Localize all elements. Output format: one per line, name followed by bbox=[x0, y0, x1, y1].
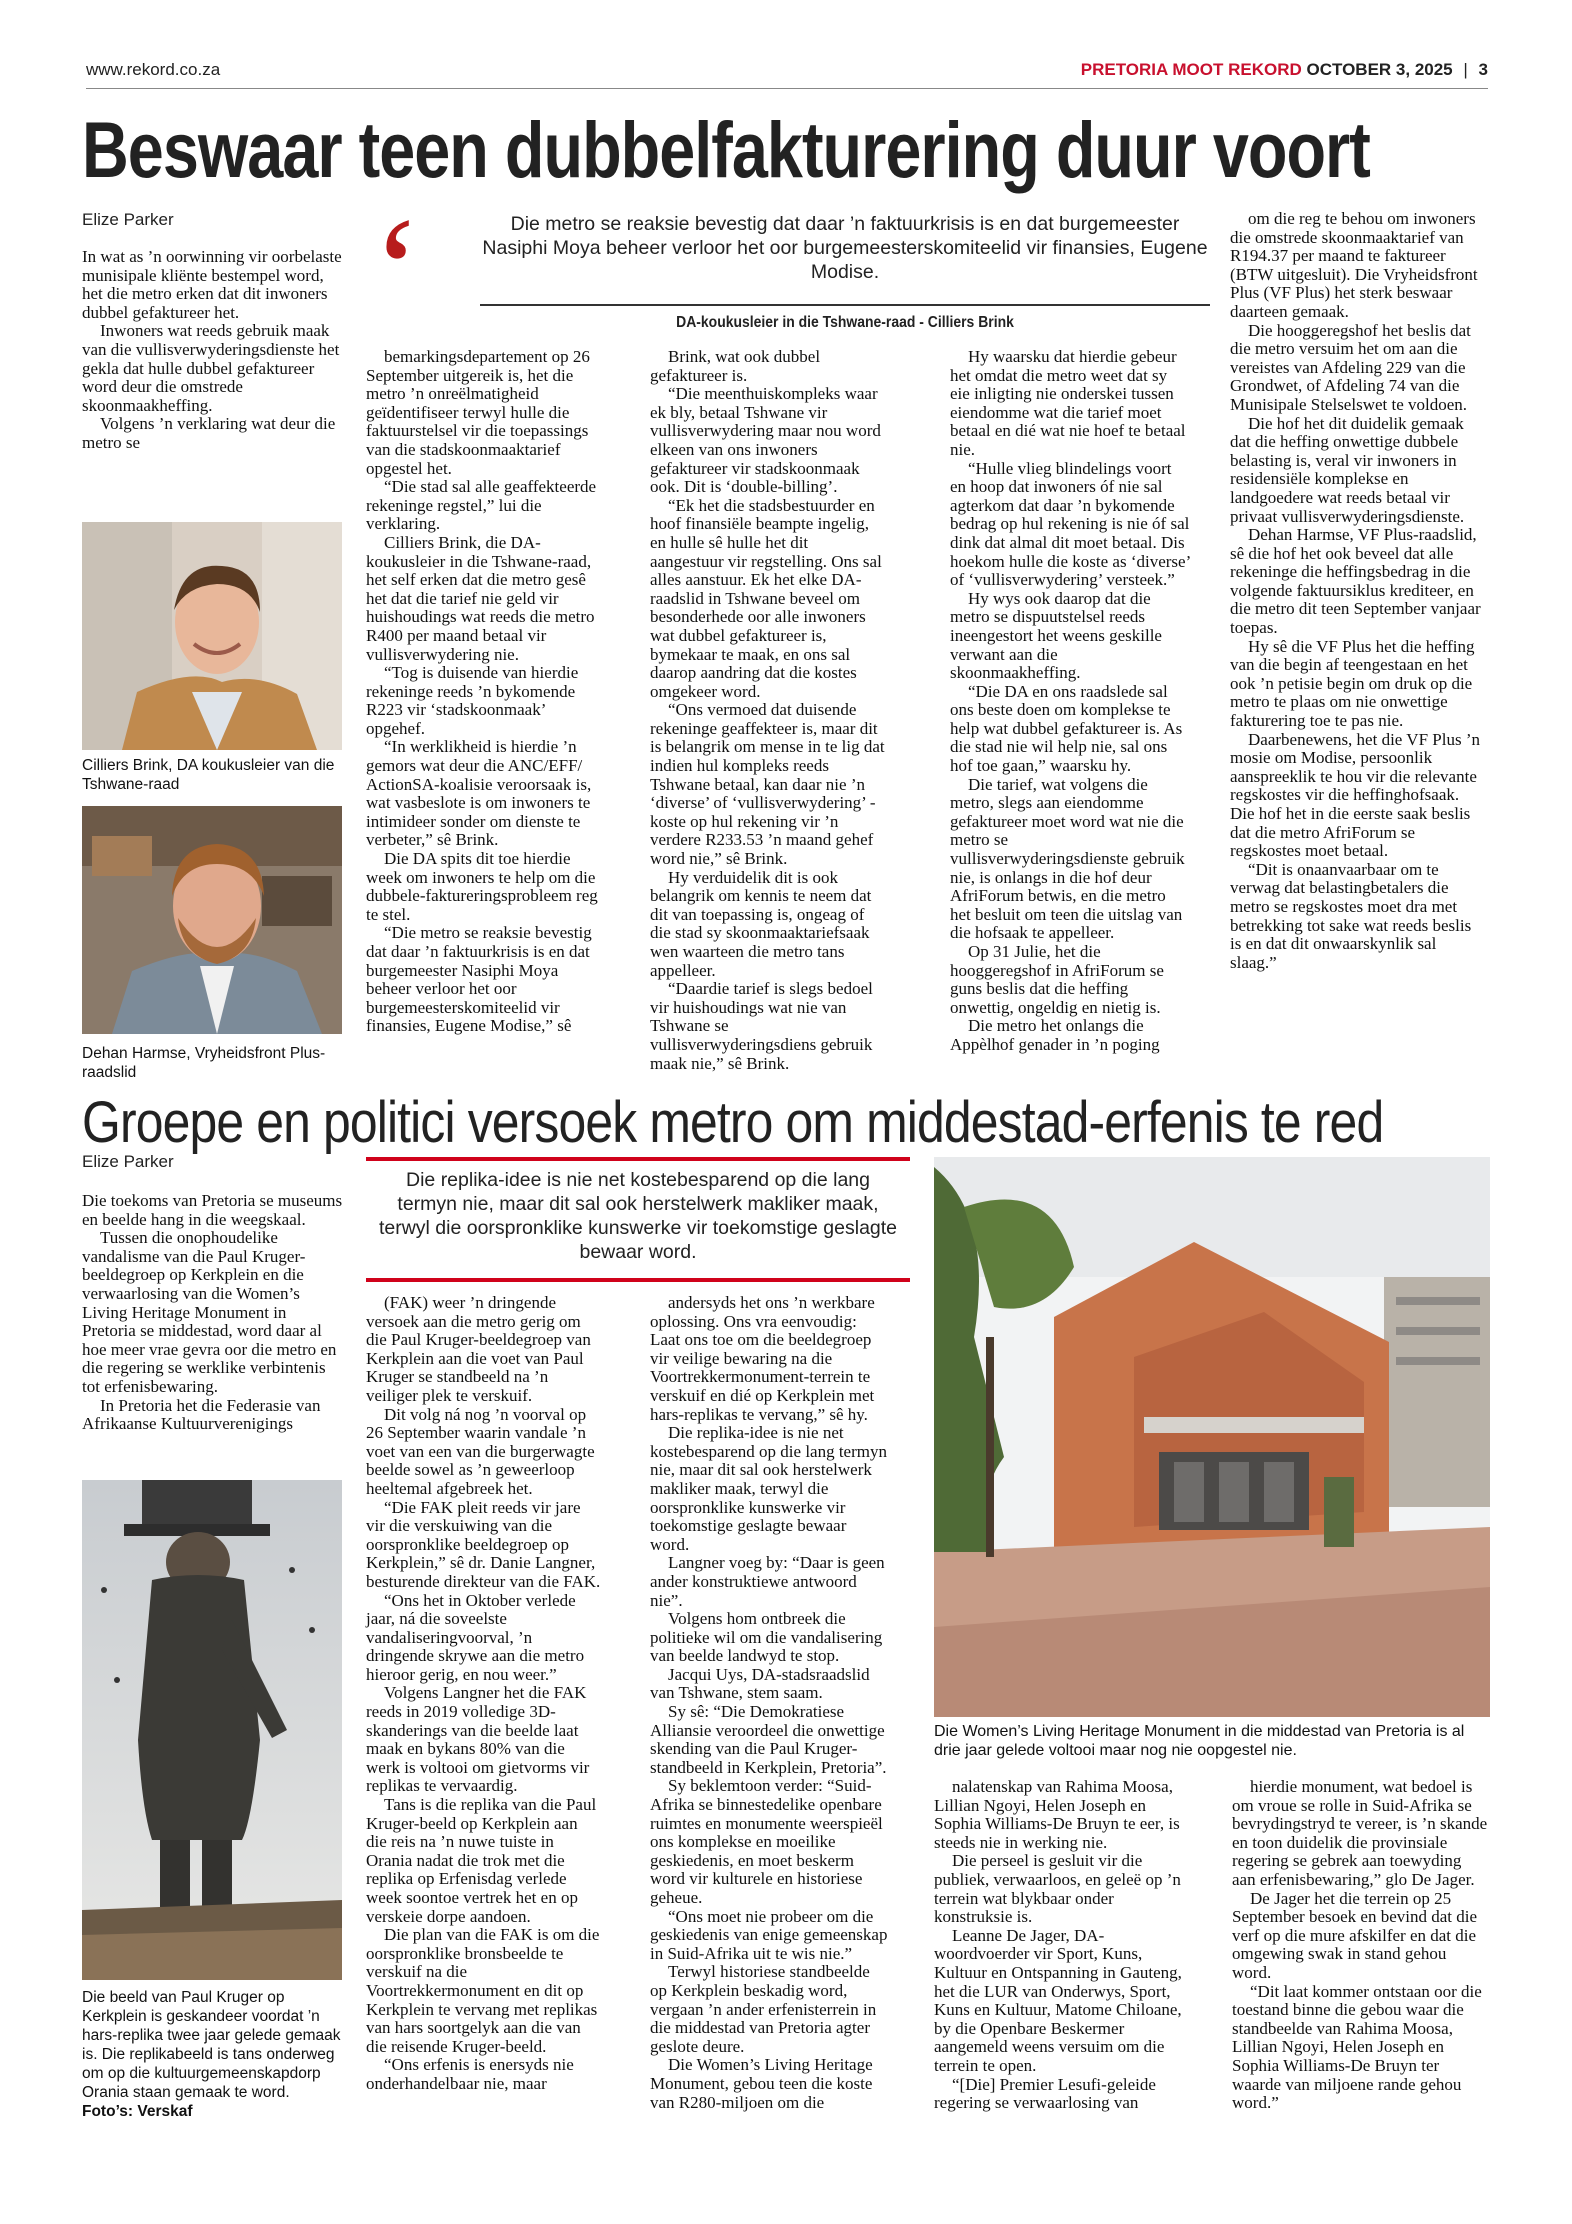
paragraph: Die DA spits dit toe hierdie week om inwoners te help om die dubbele-faktureringsprobleem reg te stel. bbox=[366, 849, 598, 924]
article2-col2 bbox=[366, 1294, 602, 2094]
paragraph: Hy wys ook daarop dat die metro se dispuutstelsel reeds ineengestort het weens geskille verwant aan die skoonmaakheffing. bbox=[950, 588, 1162, 683]
website-url: www.rekord.co.za bbox=[86, 60, 221, 79]
pullquote-attribution: DA-koukusleier in die Tshwane-raad - Cilliers Brink bbox=[676, 314, 1014, 331]
paragraph: Tans is die replika van die Paul Kruger-beeld op Kerkplein aan die reis na ’n nuwe tuiste in Orania nadat die trok met die replika op Erfenisdag verlede week soontoe vertrek het en op verskeie dorpe aandoen. bbox=[366, 1795, 597, 1926]
issue-date: OCTOBER 3, 2025 bbox=[1306, 60, 1453, 79]
photo-dehan-harmse bbox=[82, 806, 342, 1034]
statue-caption bbox=[82, 1988, 344, 2121]
article2-byline: Elize Parker bbox=[82, 1152, 174, 1171]
paragraph: andersyds het ons ’n werkbare oplossing. Ons vra eenvoudig: Laat ons toe om die beeldegroep vir veilige bewaring na die Voortrekkermonument-terrein te verskuif en dié op Kerkplein met hars-replikas te vervang,” sê hy. bbox=[650, 1293, 875, 1424]
paragraph: De Jager het die terrein op 25 September besoek en bevind dat die verf op die mure afskilfer en dat die omgewing swak in stand gehou word. bbox=[1232, 1888, 1478, 1982]
photo-womens-heritage-monument bbox=[934, 1157, 1490, 1717]
paragraph: Brink, wat ook dubbel gefaktureer is. bbox=[650, 347, 821, 385]
paragraph: “Tog is duisende van hierdie rekeninge reeds ’n bykomende R223 vir ‘stadskoonmaak’ opgehef. bbox=[366, 663, 579, 738]
paragraph: Volgens Langner het die FAK reeds in 2019 volledige 3D-skanderings van die beelde laat maak en bykans 80% van die werk is voltooi om gietvorms vir replikas te vervaardig. bbox=[366, 1683, 590, 1796]
paragraph: Tussen die onophoudelike vandalisme van die Paul Kruger-beeldegroep op Kerkplein en die verwaarlosing van die Women’s Living Heritage Monument in Pretoria se middestad, word daar al hoe meer vrae gevra oor die metro en die regering se werklike verbintenis tot erfenisbewaring. bbox=[82, 1228, 337, 1396]
paragraph: Die tarief, wat volgens die metro, slegs aan eiendomme gefaktureer moet word wat nie die metro se vullisverwyderingsdienste gebruik nie, is onlangs in die hof deur AfriForum betwis, en die metro het besluit om teen die uitslag van die hofsaak te appelleer. bbox=[950, 774, 1185, 943]
photo-paul-kruger-statue bbox=[82, 1480, 342, 1980]
paragraph: Die plan van die FAK is om die oorspronklike bronsbeelde te verskuif na die Voortrekkermonument en dit op Kerkplein te vervang met replikas van hars soortgelyk aan die van die reisende Kruger-beeld. bbox=[366, 1925, 600, 2056]
article1-col1 bbox=[82, 248, 342, 453]
article2-col1 bbox=[82, 1192, 344, 1434]
monument-caption: Die Women’s Living Heritage Monument in die middestad van Pretoria is al drie jaar gelede voltooi maar nog nie oopgestel nie. bbox=[934, 1723, 1465, 1759]
paragraph: Leanne De Jager, DA-woordvoerder vir Sport, Kuns, Kultuur en Ontspanning in Gauteng, het die LUR van Onderwys, Sport, Kuns en Kultuur, Matome Chiloane, by die Openbare Beskermer aangemeld weens versuim om die terrein te open. bbox=[934, 1925, 1182, 2075]
paragraph: nalatenskap van Rahima Moosa, Lillian Ngoyi, Helen Joseph en Sophia Williams-De Bruyn te eer, is steeds nie in werking nie. bbox=[934, 1777, 1180, 1852]
paragraph: Sy sê: “Die Demokratiese Alliansie veroordeel die onwettige skending van die Paul Kruger-standbeeld in Kerkplein, Pretoria”. bbox=[650, 1702, 887, 1777]
paragraph: Die metro het onlangs die Appèlhof genader in ’n poging bbox=[950, 1016, 1160, 1054]
article1-col3 bbox=[650, 348, 886, 1073]
statue-caption-text: Die beeld van Paul Kruger op Kerkplein is geskandeer voordat ’n hars-replika twee jaar gelede gemaak is. Die replikabeeld is tans onderweg om op die kultuurgemeenskapdorp Orania staan gemaak te word. bbox=[82, 1989, 341, 2101]
article2-col3 bbox=[650, 1294, 888, 2112]
paragraph: “[Die] Premier Lesufi-geleide regering se verwaarlosing van bbox=[934, 2074, 1156, 2113]
paragraph: bemarkingsdepartement op 26 September uitgereik is, het die metro ’n onreëlmatigheid geïdentifiseer terwyl hulle die faktuurstelsel vir die toepassings van die stadskoonmaaktarief opgestel het. bbox=[366, 347, 590, 478]
article2-headline: Groepe en politici versoek metro om middestad-erfenis te red bbox=[82, 1090, 1384, 1155]
paragraph: Sy beklemtoon verder: “Suid-Afrika se binnestedelike openbare ruimtes en monumente weerspieël ons komplekse en moeilike geskiedenis, en moet beskerm word vir kulturele en historiese geheue. bbox=[650, 1776, 883, 1907]
header-rule bbox=[86, 88, 1488, 89]
paragraph: Hy verduidelik dit is ook belangrik om kennis te neem dat dit van toepassing is, ongeag of die stad sy skoonmaaktariefsaak wen waarteen die metro tans appelleer. bbox=[650, 867, 872, 980]
photo-cilliers-brink bbox=[82, 522, 342, 750]
paragraph: Die replika-idee is nie net kostebesparend op die lang termyn nie, maar dit sal ook herstelwerk makliker maak, terwyl die oorspronklike kunswerke vir toekomstige geslagte bewaar word. bbox=[650, 1423, 887, 1554]
header-separator: | bbox=[1463, 60, 1468, 79]
paragraph: Langner voeg by: “Daar is geen ander konstruktiewe antwoord nie”. bbox=[650, 1553, 885, 1610]
paragraph: “Daardie tarief is slegs bedoel vir huishoudings wat nie van Tshwane se vullisverwyderingsdiens gebruik maak nie,” sê Brink. bbox=[650, 979, 873, 1073]
paragraph: In Pretoria het die Federasie van Afrikaanse Kultuurverenigings bbox=[82, 1395, 321, 1434]
paragraph: “Die DA en ons raadslede sal ons beste doen om komplekse te help wat dubbel gefaktureer is. As die stad nie wil help nie, sal ons hof toe gaan,” waarsku hy. bbox=[950, 681, 1183, 776]
paragraph: “Dit is onaanvaarbaar om te verwag dat belastingbetalers die metro se regskostes moet dra met betrekking tot sake wat reeds beslis is en dat dit onwaarskynlik sal slaag.” bbox=[1230, 859, 1472, 972]
paragraph: Daarbenewens, het die VF Plus ’n mosie om Modise, persoonlik aanspreeklik te hou vir die relevante regskostes vir die heffinghofsaak. Die hof het in die eerste saak beslis dat die metro AfriForum se regskostes moet betaal. bbox=[1230, 729, 1480, 861]
paragraph: “Ons vermoed dat duisende rekeninge geaffekteer is, maar dit is belangrik om mense in te lig dat indien hul kompleks reeds Tshwane betaal, kan daar nie ’n ‘diverse’ of ‘vullisverwydering’ -koste op hul rekening vir ’n verdere R233.53 ’n maand gehef word nie,” sê Brink. bbox=[650, 700, 885, 869]
paragraph: Inwoners wat reeds gebruik maak van die vullisverwyderingsdienste het gekla dat hulle dubbel gefaktureer word deur die omstrede skoonmaakheffing. bbox=[82, 321, 340, 415]
paragraph: Jacqui Uys, DA-stadsraadslid van Tshwane, stem saam. bbox=[650, 1664, 870, 1703]
article1-headline: Beswaar teen dubbelfakturering duur voort bbox=[82, 105, 1370, 194]
photo1-caption: Cilliers Brink, DA koukusleier van die Tshwane-raad bbox=[82, 757, 335, 793]
paragraph: “Dit laat kommer ontstaan oor die toestand binne die gebou waar die standbeelde van Rahima Moosa, Lillian Ngoyi, Helen Joseph en Sophia Williams-De Bruyn ter waarde van miljoene rande gehou word.” bbox=[1232, 1981, 1482, 2113]
paragraph: “Die meenthuiskompleks waar ek bly, betaal Tshwane vir vullisverwydering maar nou word elkeen van ons inwoners gefaktureer vir stadskoonmaak ook. Dit is ‘double-billing’. bbox=[650, 384, 881, 497]
paragraph: “Ek het die stadsbestuurder en hoof finansiële beampte ingelig, en hulle sê hulle het dit aangestuur vir regstelling. Ons sal alles aanstuur. Ek het elke DA-raadslid in Tshwane beveel om besonderhede oor alle inwoners wat dubbel gefaktureer is, bymekaar te maak, en ons sal daarop aandring dat die kostes omgekeer word. bbox=[650, 495, 882, 701]
article1-col4 bbox=[950, 348, 1190, 1055]
paragraph: Die hof het dit duidelik gemaak dat die heffing onwettige dubbele belasting is, veral vir inwoners in residensiële komplekse en landgoedere wat reeds betaal vir privaat vullisverwyderingsdienste. bbox=[1230, 413, 1465, 526]
article1-pullquote: Die metro se reaksie bevestig dat daar ’n faktuurkrisis is en dat burgemeester Nasiphi Moya beheer verloor het oor burgemeesterskomiteelid vir finansies, Eugene Modise. bbox=[482, 213, 1208, 283]
paragraph: hierdie monument, wat bedoel is om vroue se rolle in Suid-Afrika se bevrydingstryd te vereer, is ’n skande en toon duidelik die provinsiale regering se gebrek aan toewyding aan erfenisbewaring,” glo De Jager. bbox=[1232, 1777, 1488, 1889]
paragraph: Die perseel is gesluit vir die publiek, verwaarloos, en geleë op ’n terrein wat blykbaar onder konstruksie is. bbox=[934, 1851, 1181, 1927]
paragraph: “Die metro se reaksie bevestig dat daar ’n faktuurkrisis is en dat burgemeester Nasiphi Moya beheer verloor het oor burgemeesterskomiteelid vir finansies, Eugene Modise,” sê bbox=[366, 923, 592, 1036]
paragraph: “Ons moet nie probeer om die geskiedenis van enige gemeenskap in Suid-Afrika uit te wis nie.” bbox=[650, 1906, 888, 1963]
paragraph: Hy sê die VF Plus het die heffing van die begin af teengestaan en het ook ’n petisie begin om druk op die metro te plaas om nie onwettige fakturering toe te pas nie. bbox=[1230, 636, 1475, 731]
paragraph: Cilliers Brink, die DA-koukusleier in die Tshwane-raad, het self erken dat die metro gesê het dat die tarief nie geld vir huishoudings wat reeds die metro R400 per maand betaal vir vullisverwydering nie. bbox=[366, 532, 595, 664]
paragraph: Dit volg ná nog ’n voorval op 26 September waarin vandale ’n voet van een van die burgerwagte beelde sowel as ’n geweerloop heeltemal afgebreek het. bbox=[366, 1404, 595, 1498]
article1-col2 bbox=[366, 348, 602, 1036]
article2-col4 bbox=[934, 1778, 1186, 2113]
pullquote-bottom-rule bbox=[366, 1278, 910, 1282]
paragraph: Hy waarsku dat hierdie gebeur het omdat die metro weet dat sy eie inligting nie onderskei tussen eiendomme wat die tarief moet betaal en dié wat nie hoef te betaal nie. bbox=[950, 347, 1186, 459]
page-number: 3 bbox=[1478, 60, 1488, 79]
photo-credit: Foto’s: Verskaf bbox=[82, 2103, 193, 2120]
paragraph: “In werklikheid is hierdie ’n gemors wat deur die ANC/EFF/ ActionSA-koalisie veroorsaak is, wat vasbeslote is om inwoners te intimideer sonder om dienste te verbeter,” sê Brink. bbox=[366, 737, 592, 850]
paragraph: “Die FAK pleit reeds vir jare vir die verskuiwing van die oorspronklike beeldegroep op Kerkplein,” sê dr. Danie Langner, besturende direkteur van die FAK. bbox=[366, 1497, 601, 1591]
article1-col5 bbox=[1230, 210, 1486, 972]
article2-col5 bbox=[1232, 1778, 1488, 2113]
paragraph: In wat as ’n oorwinning vir oorbelaste munisipale kliënte bestempel word, het die metro erken dat dit inwoners dubbel gefaktureer het. bbox=[82, 247, 342, 322]
publication-name: PRETORIA MOOT REKORD bbox=[1080, 60, 1302, 79]
paragraph: (FAK) weer ’n dringende versoek aan die metro gerig om die Paul Kruger-beeldegroep van Kerkplein aan die voet van Paul Kruger se standbeeld na ’n veiliger plek te verskuif. bbox=[366, 1293, 591, 1405]
photo2-caption: Dehan Harmse, Vryheidsfront Plus-raadslid bbox=[82, 1045, 326, 1081]
paragraph: Volgens ’n verklaring wat deur die metro se bbox=[82, 414, 336, 452]
pullquote-top-rule bbox=[366, 1157, 910, 1161]
paragraph: “Die stad sal alle geaffekteerde rekeninge regstel,” lui die verklaring. bbox=[366, 477, 597, 534]
page-header-info bbox=[1081, 60, 1488, 80]
pullquote-divider bbox=[480, 304, 1210, 306]
paragraph: Dehan Harmse, VF Plus-raadslid, sê die hof het ook beveel dat alle rekeninge die heffingsbedrag in die volgende faktuursiklus krediteer, en die metro dit teen September vanjaar toepas. bbox=[1230, 525, 1481, 638]
paragraph: Volgens hom ontbreek die politieke wil om die vandalisering van beelde landwyd te stop. bbox=[650, 1609, 883, 1666]
paragraph: “Hulle vlieg blindelings voort en hoop dat inwoners óf nie sal agterkom dat daar ’n bykomende bedrag op hul rekening is nie óf sal dink dat almal dit moet betaal. Dis hoekom hulle die koste as ‘diverse’ of ‘vullisverwydering’ versteek.” bbox=[950, 458, 1190, 590]
article2-pullquote: Die replika-idee is nie net kostebesparend op die lang termyn nie, maar dit sal ook herstelwerk makliker maak, terwyl die oorspronklike kunswerke vir toekomstige geslagte bewaar word. bbox=[378, 1169, 898, 1263]
paragraph: Op 31 Julie, het die hooggeregshof in AfriForum se guns beslis dat die heffing onwettig, ongeldig en nietig is. bbox=[950, 942, 1164, 1017]
paragraph: Terwyl historiese standbeelde op Kerkplein beskadig word, vergaan ’n ander erfenisterrein in die middestad van Pretoria agter geslote deure. bbox=[650, 1962, 877, 2056]
paragraph: om die reg te behou om inwoners die omstrede skoonmaaktarief van R194.37 per maand te faktureer (BTW uitgesluit). Die Vryheidsfront Plus (VF Plus) het sterk beswaar daarteen gemaak. bbox=[1230, 209, 1478, 321]
paragraph: Die hooggeregshof het beslis dat die metro versuim het om aan die vereistes van Afdeling 229 van die Grondwet, of Afdeling 74 van die Munisipale Stelselswet te voldoen. bbox=[1230, 320, 1471, 414]
quote-mark-icon: ‘ bbox=[372, 187, 422, 353]
paragraph: “Ons erfenis is enersyds nie onderhandelbaar nie, maar bbox=[366, 2055, 574, 2093]
article1-byline: Elize Parker bbox=[82, 210, 174, 229]
paragraph: “Ons het in Oktober verlede jaar, ná die soveelste vandaliseringvoorval, ’n dringende skrywe aan die metro hieroor gerig, en nou weer.” bbox=[366, 1590, 585, 1684]
paragraph: Die toekoms van Pretoria se museums en beelde hang in die weegskaal. bbox=[82, 1191, 343, 1229]
paragraph: Die Women’s Living Heritage Monument, gebou teen die koste van R280-miljoen om die bbox=[650, 2055, 873, 2112]
